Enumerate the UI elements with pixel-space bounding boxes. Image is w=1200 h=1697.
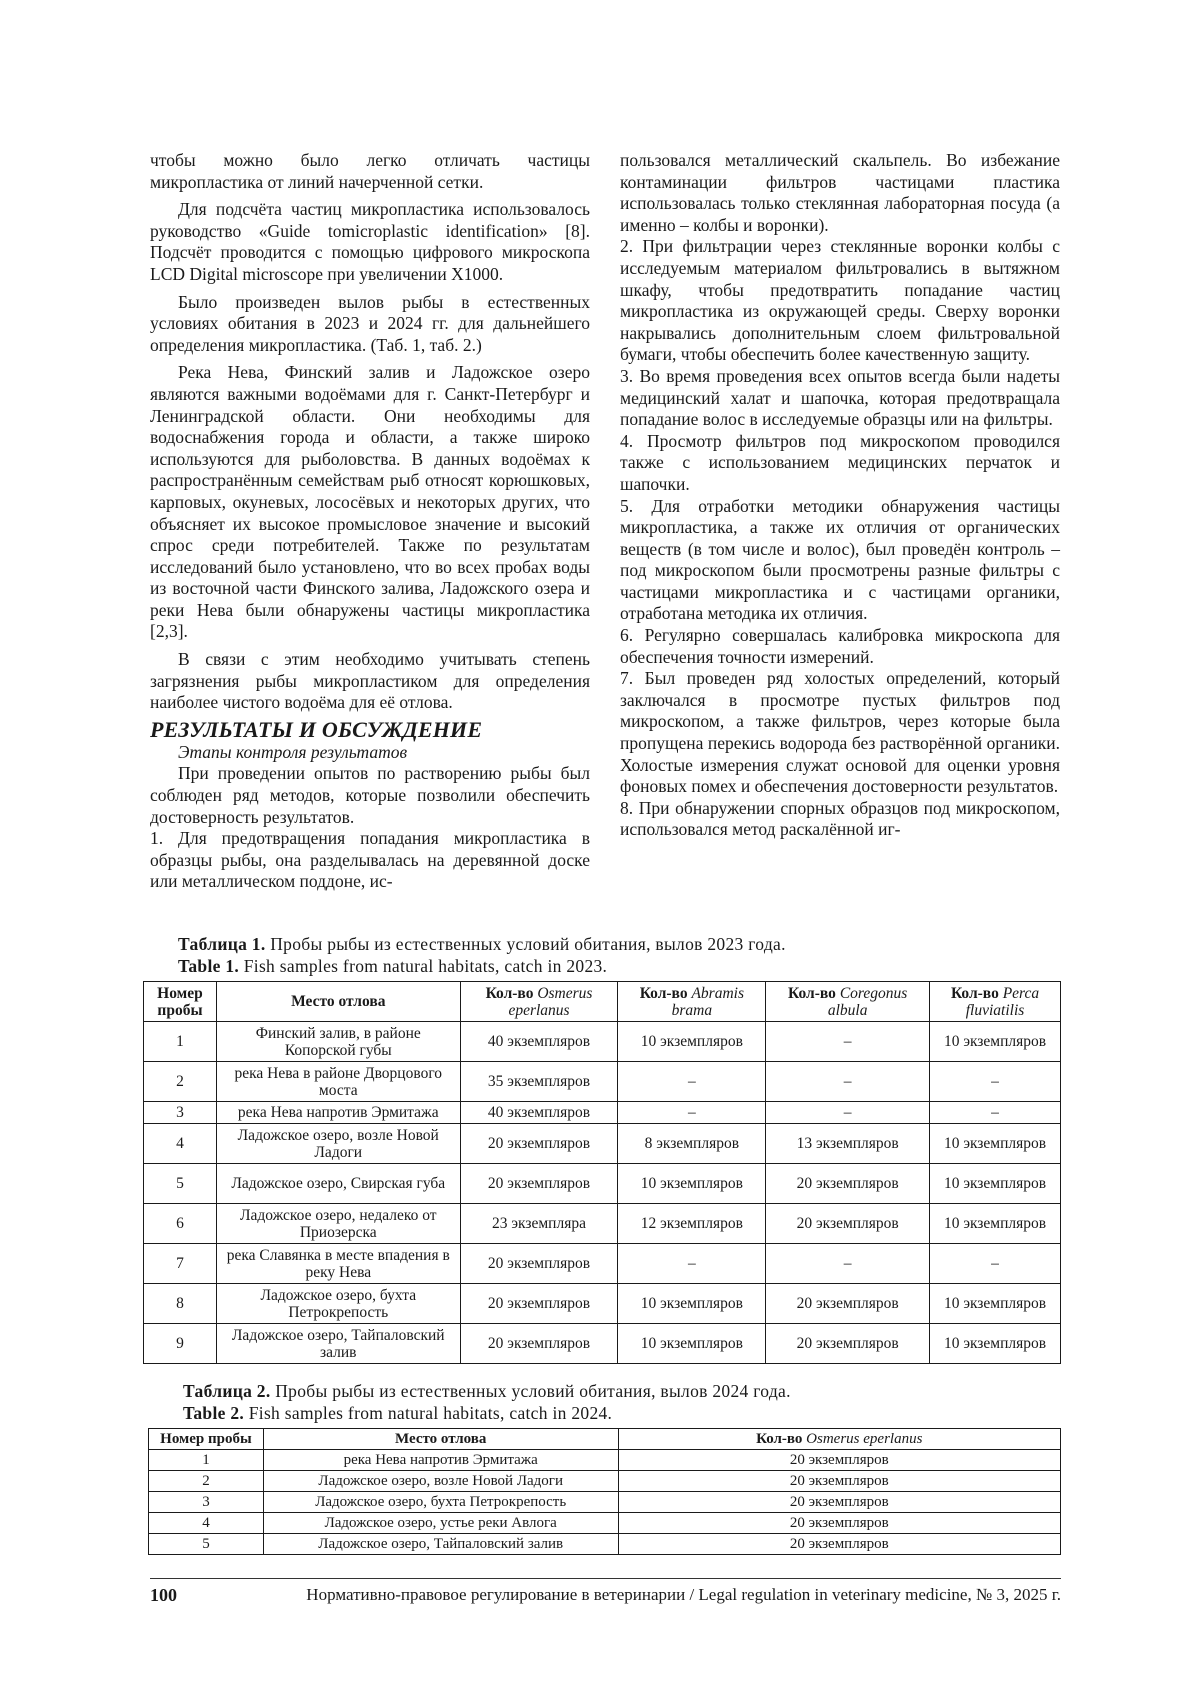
table1-cell: река Нева напротив Эрмитажа (216, 1102, 460, 1124)
table2-cell: 20 экземпляров (618, 1534, 1060, 1555)
table1-cell: – (766, 1022, 930, 1062)
table1-cell: 2 (144, 1062, 217, 1102)
section-heading: РЕЗУЛЬТАТЫ И ОБСУЖДЕНИЕ (150, 716, 483, 742)
table1-cell: Ладожское озеро, недалеко от Приозерска (216, 1204, 460, 1244)
table1-header-c2 (618, 982, 766, 1022)
table1-cell: 9 (144, 1324, 217, 1364)
table1-header-c3 (766, 982, 930, 1022)
table1-header-c4-label: Кол-во (950, 984, 1003, 1002)
table-row (144, 1284, 1061, 1324)
table-row (144, 1244, 1061, 1284)
left-paragraph-7: 1. Для предотвращения попадания микропластика в образцы рыбы, она разделывалась на деревянной доске или металлическом поддоне, ис- (150, 828, 590, 892)
table1-cell: – (618, 1102, 766, 1124)
table1-cell: Ладожское озеро, Свирская губа (216, 1164, 460, 1204)
table1-cell: 10 экземпляров (618, 1324, 766, 1364)
table1-cell: 10 экземпляров (930, 1022, 1061, 1062)
table1-cell: 20 экземпляров (460, 1324, 618, 1364)
table1-cell: 8 (144, 1284, 217, 1324)
table2-header-c1 (618, 1429, 1060, 1450)
table1-caption-en-label: Table 1. (178, 956, 240, 976)
table2-cell: 1 (149, 1450, 264, 1471)
table2-cell: река Нева напротив Эрмитажа (263, 1450, 618, 1471)
table1-cell: 13 экземпляров (766, 1124, 930, 1164)
table1-cell: река Нева в районе Дворцового моста (216, 1062, 460, 1102)
table2-cell: 2 (149, 1471, 264, 1492)
table1-cell: 6 (144, 1204, 217, 1244)
table2-caption-en-text: Fish samples from natural habitats, catch in 2024. (244, 1403, 613, 1423)
table1-cell: река Славянка в месте впадения в реку Нева (216, 1244, 460, 1284)
table1-cell: 10 экземпляров (618, 1022, 766, 1062)
table1-cell: 20 экземпляров (460, 1284, 618, 1324)
table1-cell: 10 экземпляров (930, 1324, 1061, 1364)
left-paragraph-6: При проведении опытов по растворению рыбы был соблюден ряд методов, которые позволили обеспечить достоверность результатов. (150, 763, 590, 827)
table2-caption-en-label: Table 2. (183, 1403, 245, 1423)
page-footer (150, 1578, 1061, 1607)
table2-cell: Ладожское озеро, бухта Петрокрепость (263, 1492, 618, 1513)
table1-cell: – (930, 1244, 1061, 1284)
table1-cell: 10 экземпляров (930, 1204, 1061, 1244)
table-row (149, 1450, 1061, 1471)
table1-cell: 12 экземпляров (618, 1204, 766, 1244)
right-paragraph-7: 7. Был проведен ряд холостых определений, который заключался в просмотре пустых фильтров под микроскопом, а также фильтров, через которые была пропущена перекись водорода без растворённой органики. Холостые измерения служат основой для оценки уровня фоновых помех и обеспечения достоверности результатов. (620, 668, 1060, 797)
left-column (150, 150, 590, 893)
left-paragraph-4: Река Нева, Финский залив и Ладожское озеро являются важными водоёмами для г. Санкт-Петербург и Ленинградской области. Они необходимы для водоснабжения города и области, а также широко используются для рыболовства. В данных водоёмах к распространённым семействам рыб относят корюшковых, карповых, окуневых, лососёвых и некоторых других, что объясняет их высокое промысловое значение и высокий спрос среди потребителей. Также по результатам исследований было установлено, что во всех пробах воды из восточной части Финского залива, Ладожского озера и реки Нева были обнаружены частицы микропластика [2,3]. (150, 362, 590, 642)
table1-cell: – (618, 1244, 766, 1284)
table1-cell: – (618, 1062, 766, 1102)
table1-cell: – (766, 1062, 930, 1102)
table1-cell: 20 экземпляров (766, 1324, 930, 1364)
table1-cell: 1 (144, 1022, 217, 1062)
table1-header-c3-species: Coregonus albula (827, 984, 908, 1019)
table1-header-row (144, 982, 1061, 1022)
table1-header-c1-species: Osmerus eperlanus (508, 984, 593, 1019)
table1-cell: 3 (144, 1102, 217, 1124)
table2-cell: 20 экземпляров (618, 1450, 1060, 1471)
table1-cell: 40 экземпляров (460, 1102, 618, 1124)
table2-header-num: Номер пробы (149, 1429, 264, 1450)
table1-cell: – (930, 1102, 1061, 1124)
table1-header-c4 (930, 982, 1061, 1022)
table1-cell: 20 экземпляров (460, 1164, 618, 1204)
table2-header-place: Место отлова (263, 1429, 618, 1450)
right-column (620, 150, 1060, 841)
table1-cell: 4 (144, 1124, 217, 1164)
table1-cell: 20 экземпляров (766, 1164, 930, 1204)
table1-header-c1 (460, 982, 618, 1022)
table-row (144, 1022, 1061, 1062)
right-paragraph-5: 5. Для отработки методики обнаружения частицы микропластика, а также их отличия от органических веществ (в том числе и волос), был проведён контроль – под микроскопом были просмотрены разные фильтры с частицами микропластика и с частицами органики, отработана методика их отличия. (620, 495, 1060, 624)
table1-cell: Финский залив, в районе Копорской губы (216, 1022, 460, 1062)
right-paragraph-2: 2. При фильтрации через стеклянные воронки колбы с исследуемым материалом фильтровались в вытяжном шкафу, чтобы предотвратить попадание частиц микропластика из окружающей среды. Сверху воронки накрывались дополнительным слоем фильтровальной бумаги, чтобы обеспечить более качественную защиту. (620, 236, 1060, 365)
table1-cell: 10 экземпляров (930, 1164, 1061, 1204)
table1-cell: 10 экземпляров (618, 1284, 766, 1324)
table1-header-c2-label: Кол-во (639, 984, 692, 1002)
table-row (144, 1102, 1061, 1124)
table-row (144, 1204, 1061, 1244)
table2-cell: 5 (149, 1534, 264, 1555)
right-paragraph-4: 4. Просмотр фильтров под микроскопом проводился также с использованием медицинских перчаток и шапочки. (620, 430, 1060, 494)
table1-cell: Ладожское озеро, бухта Петрокрепость (216, 1284, 460, 1324)
right-paragraph-6: 6. Регулярно совершалась калибровка микроскопа для обеспечения точности измерений. (620, 625, 1060, 667)
table2-caption-ru-label: Таблица 2. (183, 1381, 271, 1401)
section-subheading: Этапы контроля результатов (178, 741, 408, 762)
table2-caption-ru (183, 1381, 791, 1402)
table2-cell: 20 экземпляров (618, 1513, 1060, 1534)
table1-header-c2-species: Abramis brama (671, 984, 744, 1019)
page-number: 100 (150, 1585, 177, 1605)
table1-cell: 20 экземпляров (766, 1284, 930, 1324)
table2-cell: Ладожское озеро, устье реки Авлога (263, 1513, 618, 1534)
table-row (144, 1124, 1061, 1164)
table1-cell: 7 (144, 1244, 217, 1284)
table-row (149, 1534, 1061, 1555)
table1-cell: Ладожское озеро, возле Новой Ладоги (216, 1124, 460, 1164)
table1-cell: Ладожское озеро, Тайпаловский залив (216, 1324, 460, 1364)
table1-cell: 35 экземпляров (460, 1062, 618, 1102)
table2-cell: 4 (149, 1513, 264, 1534)
table1-cell: 20 экземпляров (460, 1124, 618, 1164)
journal-reference: Нормативно-правовое регулирование в ветеринарии / Legal regulation in veterinary medicine, № 3, 2025 г. (306, 1585, 1061, 1604)
table2-cell: Ладожское озеро, возле Новой Ладоги (263, 1471, 618, 1492)
table-row (144, 1164, 1061, 1204)
table2-header-c1-label: Кол-во (756, 1430, 807, 1447)
table1-header-c3-label: Кол-во (788, 984, 840, 1002)
table2-caption-ru-text: Пробы рыбы из естественных условий обитания, вылов 2024 года. (270, 1381, 791, 1401)
left-paragraph-5: В связи с этим необходимо учитывать степень загрязнения рыбы микропластиком для определения наиболее чистого водоёма для её отлова. (150, 649, 590, 713)
right-paragraph-8: 8. При обнаружении спорных образцов под микроскопом, использовался метод раскалённой иг- (620, 797, 1060, 840)
table1 (143, 981, 1061, 1364)
right-paragraph-1: пользовался металлический скальпель. Во избежание контаминации фильтров частицами пластика использовалась только стеклянная лабораторная посуда (а именно – колбы и воронки). (620, 150, 1060, 235)
table-row (149, 1492, 1061, 1513)
table1-cell: 10 экземпляров (930, 1124, 1061, 1164)
table1-header-num: Номер пробы (144, 982, 217, 1022)
table1-caption-en-text: Fish samples from natural habitats, catch in 2023. (239, 956, 608, 976)
left-paragraph-3: Было произведен вылов рыбы в естественных условиях обитания в 2023 и 2024 гг. для дальнейшего определения микропластика. (Таб. 1, таб. 2.) (150, 291, 590, 355)
table2-caption-en (183, 1403, 612, 1424)
table2-header-row (149, 1429, 1061, 1450)
table1-cell: 8 экземпляров (618, 1124, 766, 1164)
table1-caption-en (178, 956, 607, 977)
table1-cell: 5 (144, 1164, 217, 1204)
table2-header-c1-species: Osmerus eperlanus (806, 1430, 923, 1447)
table2-cell: 20 экземпляров (618, 1471, 1060, 1492)
left-paragraph-1: чтобы можно было легко отличать частицы микропластика от линий начерченной сетки. (150, 150, 590, 192)
table1-cell: 40 экземпляров (460, 1022, 618, 1062)
table1-cell: 10 экземпляров (930, 1284, 1061, 1324)
table1-header-c4-species: Perca fluviatilis (965, 984, 1040, 1019)
left-paragraph-2: Для подсчёта частиц микропластика использовалось руководство «Guide tomicroplastic identification» [8]. Подсчёт проводится с помощью цифрового микроскопа LCD Digital microscope при увеличении X1000. (150, 199, 590, 284)
table1-cell: 10 экземпляров (618, 1164, 766, 1204)
table1-cell: – (766, 1102, 930, 1124)
table1-caption-ru-label: Таблица 1. (178, 934, 266, 954)
table1-cell: – (930, 1062, 1061, 1102)
table1-caption-ru-text: Пробы рыбы из естественных условий обитания, вылов 2023 года. (265, 934, 786, 954)
table1-caption-ru (178, 934, 786, 955)
table1-cell: 23 экземпляра (460, 1204, 618, 1244)
table1-header-place: Место отлова (216, 982, 460, 1022)
table-row (144, 1062, 1061, 1102)
table-row (144, 1324, 1061, 1364)
table1-cell: 20 экземпляров (460, 1244, 618, 1284)
table2 (148, 1428, 1061, 1555)
table1-cell: – (766, 1244, 930, 1284)
right-paragraph-3: 3. Во время проведения всех опытов всегда были надеты медицинский халат и шапочка, которая предотвращала попадание волос в исследуемые образцы или на фильтры. (620, 365, 1060, 430)
table2-cell: Ладожское озеро, Тайпаловский залив (263, 1534, 618, 1555)
table-row (149, 1471, 1061, 1492)
table2-cell: 20 экземпляров (618, 1492, 1060, 1513)
table2-cell: 3 (149, 1492, 264, 1513)
table-row (149, 1513, 1061, 1534)
table1-cell: 20 экземпляров (766, 1204, 930, 1244)
table1-header-c1-label: Кол-во (485, 984, 538, 1002)
